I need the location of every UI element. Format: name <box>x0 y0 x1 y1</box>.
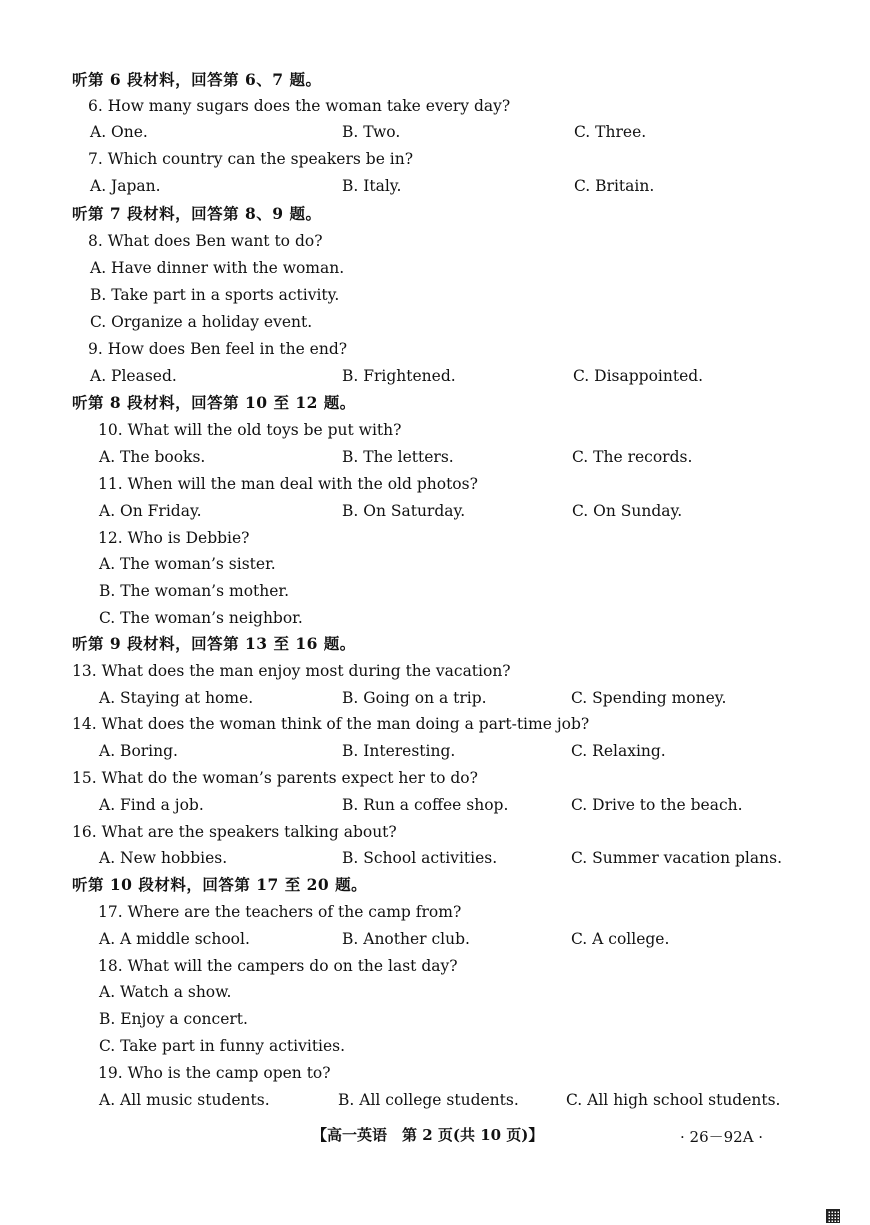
option-a: A. The books. <box>99 448 206 466</box>
option-b: B. All college students. <box>338 1091 519 1109</box>
option-b: B. Run a coffee shop. <box>342 796 509 814</box>
question-18: 18. What will the campers do on the last day? <box>98 957 458 975</box>
option-c: C. Relaxing. <box>571 742 666 760</box>
option-b: B. On Saturday. <box>342 502 466 520</box>
option-c: C. A college. <box>571 930 670 948</box>
option-b: B. The woman’s mother. <box>99 582 290 600</box>
option-c: C. Disappointed. <box>573 367 704 385</box>
question-13: 13. What does the man enjoy most during the vacation? <box>72 662 511 680</box>
option-b: B. Frightened. <box>342 367 456 385</box>
option-a: A. On Friday. <box>99 502 202 520</box>
option-b: B. School activities. <box>342 849 498 867</box>
question-19: 19. Who is the camp open to? <box>98 1064 331 1082</box>
option-a: A. Boring. <box>99 742 178 760</box>
option-a: A. Pleased. <box>90 367 177 385</box>
question-9: 9. How does Ben feel in the end? <box>88 340 348 358</box>
option-a: A. Japan. <box>90 177 161 195</box>
option-c: C. Summer vacation plans. <box>571 849 782 867</box>
section-heading: 听第 8 段材料，回答第 10 至 12 题。 <box>72 393 356 412</box>
option-c: C. Three. <box>574 123 647 141</box>
qr-code-icon <box>826 1209 840 1223</box>
option-a: A. The woman’s sister. <box>99 555 276 573</box>
option-a: A. Find a job. <box>99 796 204 814</box>
option-c: C. The woman’s neighbor. <box>99 609 303 627</box>
section-heading: 听第 10 段材料，回答第 17 至 20 题。 <box>72 875 368 894</box>
question-6: 6. How many sugars does the woman take every day? <box>88 97 511 115</box>
option-a: A. A middle school. <box>99 930 250 948</box>
question-11: 11. When will the man deal with the old photos? <box>98 475 478 493</box>
option-b: B. Italy. <box>342 177 402 195</box>
option-b: B. Interesting. <box>342 742 456 760</box>
option-c: C. The records. <box>572 448 693 466</box>
question-7: 7. Which country can the speakers be in? <box>88 150 414 168</box>
question-12: 12. Who is Debbie? <box>98 529 250 547</box>
option-a: A. New hobbies. <box>99 849 228 867</box>
option-a: A. All music students. <box>99 1091 270 1109</box>
option-b: B. Enjoy a concert. <box>99 1010 248 1028</box>
section-heading: 听第 9 段材料，回答第 13 至 16 题。 <box>72 634 356 653</box>
option-c: C. On Sunday. <box>572 502 683 520</box>
question-15: 15. What do the woman’s parents expect her to do? <box>72 769 478 787</box>
option-a: A. One. <box>90 123 148 141</box>
option-c: C. Britain. <box>574 177 655 195</box>
option-c: C. Spending money. <box>571 689 727 707</box>
option-c: C. Organize a holiday event. <box>90 313 313 331</box>
option-a: A. Watch a show. <box>99 983 232 1001</box>
question-17: 17. Where are the teachers of the camp from? <box>98 903 462 921</box>
option-c: C. Take part in funny activities. <box>99 1037 346 1055</box>
question-10: 10. What will the old toys be put with? <box>98 421 402 439</box>
option-c: C. Drive to the beach. <box>571 796 743 814</box>
option-b: B. Two. <box>342 123 401 141</box>
option-b: B. Another club. <box>342 930 470 948</box>
option-a: A. Have dinner with the woman. <box>90 259 345 277</box>
paper-code: · 26－92A · <box>680 1128 764 1146</box>
section-heading: 听第 7 段材料，回答第 8、9 题。 <box>72 204 322 223</box>
question-16: 16. What are the speakers talking about? <box>72 823 397 841</box>
section-heading: 听第 6 段材料，回答第 6、7 题。 <box>72 70 322 89</box>
page-footer-title: 【高一英语 第 2 页(共 10 页)】 <box>312 1126 544 1144</box>
option-a: A. Staying at home. <box>99 689 254 707</box>
question-14: 14. What does the woman think of the man doing a part-time job? <box>72 715 590 733</box>
option-b: B. Going on a trip. <box>342 689 487 707</box>
option-c: C. All high school students. <box>566 1091 781 1109</box>
question-8: 8. What does Ben want to do? <box>88 232 323 250</box>
option-b: B. Take part in a sports activity. <box>90 286 340 304</box>
option-b: B. The letters. <box>342 448 454 466</box>
